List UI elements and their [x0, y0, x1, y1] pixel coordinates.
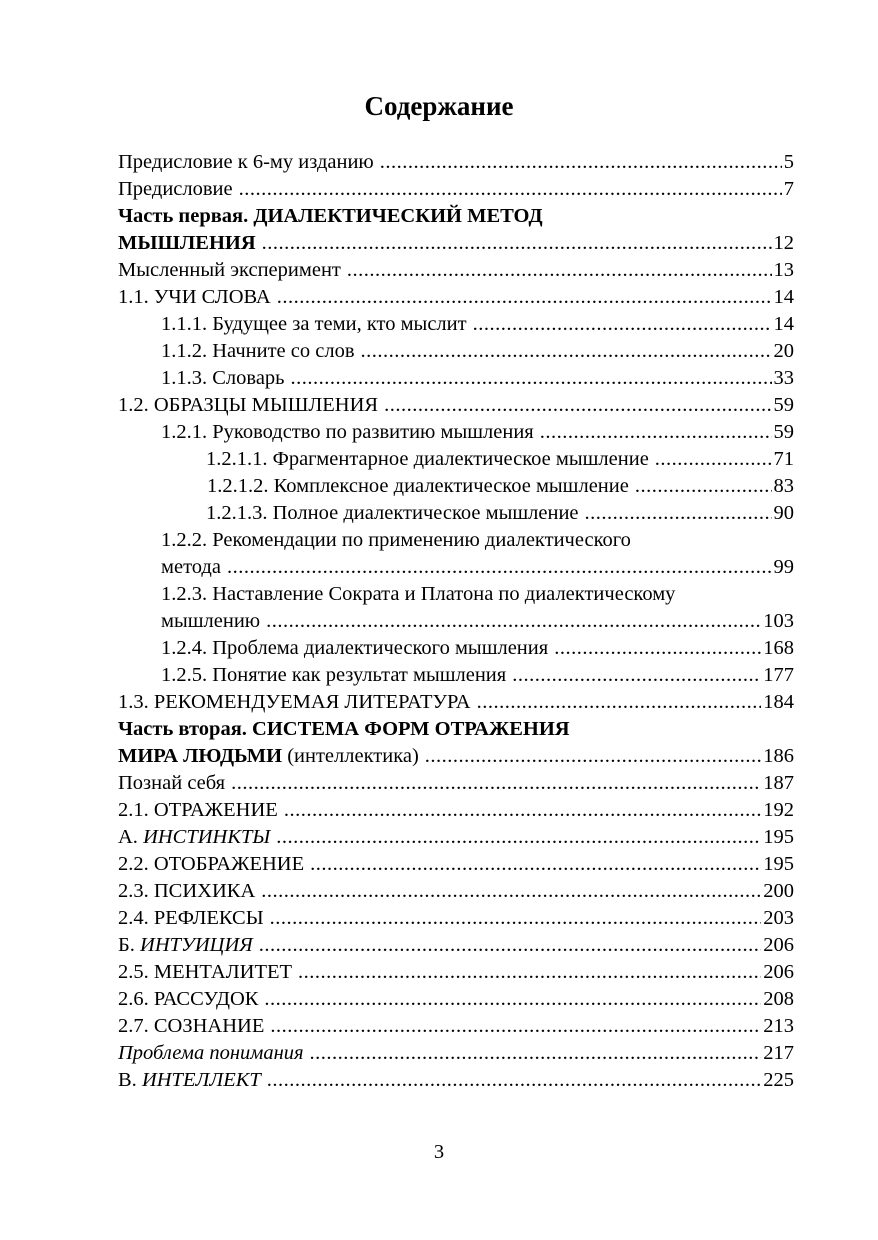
dot-leader	[655, 446, 772, 473]
dot-leader	[270, 905, 762, 932]
toc-entry-page: 83	[773, 475, 794, 497]
toc-entry-page: 14	[773, 286, 794, 308]
dot-leader	[425, 743, 761, 770]
toc-entry-title: Часть вторая. СИСТЕМА ФОРМ ОТРАЖЕНИЯ	[118, 718, 570, 740]
dot-leader	[512, 662, 761, 689]
toc-entry-title-rest: (интеллектика)	[282, 745, 419, 767]
toc-entry-title: метода	[161, 556, 221, 578]
toc-entry[interactable]	[118, 392, 794, 419]
toc-entry-title: 1.1.2. Начните со слов	[161, 340, 355, 362]
toc-entry-page: 203	[763, 907, 794, 929]
toc-entry-title-bold: МИРА ЛЮДЬМИ	[118, 745, 283, 767]
toc-entry-title: 1.1.3. Словарь	[161, 367, 285, 389]
dot-leader	[473, 311, 772, 338]
toc-entry[interactable]	[118, 419, 794, 446]
toc-entry[interactable]	[118, 959, 794, 986]
dot-leader	[227, 554, 772, 581]
toc-entry-page: 168	[763, 637, 794, 659]
toc-entry-title: 1.1. УЧИ СЛОВА	[118, 286, 271, 308]
toc-entry-title	[118, 743, 419, 770]
toc-entry[interactable]	[118, 689, 794, 716]
toc-entry[interactable]	[118, 176, 794, 203]
dot-leader	[270, 1013, 761, 1040]
toc-entry[interactable]	[118, 1067, 794, 1094]
toc-entry[interactable]	[118, 338, 794, 365]
dot-leader	[277, 284, 772, 311]
dot-leader	[380, 149, 782, 176]
toc-entry-title: Часть первая. ДИАЛЕКТИЧЕСКИЙ МЕТОД	[118, 205, 543, 227]
toc-entry-title: мышлению	[161, 610, 261, 632]
toc-entry-title: 1.2.1.2. Комплексное диалектическое мышление	[207, 475, 629, 497]
toc-entry-title: Мысленный эксперимент	[118, 259, 341, 281]
toc-entry[interactable]	[118, 446, 794, 473]
toc-entry-page: 103	[763, 610, 794, 632]
dot-leader	[310, 1040, 762, 1067]
toc-entry-prefix: А.	[118, 826, 144, 848]
toc-entry-page: 177	[763, 664, 794, 686]
toc-entry-page: 12	[773, 232, 794, 254]
toc-entry-page: 59	[773, 421, 794, 443]
toc-entry[interactable]	[118, 257, 794, 284]
dot-leader	[291, 365, 772, 392]
toc-entry-title: 1.3. РЕКОМЕНДУЕМАЯ ЛИТЕРАТУРА	[118, 691, 471, 713]
toc-entry-page: 20	[773, 340, 794, 362]
toc-entry-title: 1.2.4. Проблема диалектического мышления	[161, 637, 549, 659]
toc-entry-page: 59	[773, 394, 794, 416]
dot-leader	[585, 500, 772, 527]
toc-entry-title: 2.1. ОТРАЖЕНИЕ	[118, 799, 278, 821]
toc-entry-page: 186	[763, 745, 794, 767]
toc-entry[interactable]	[118, 986, 794, 1013]
toc-part-heading[interactable]	[118, 203, 794, 230]
toc-entry-title: 1.2.1.3. Полное диалектическое мышление	[206, 502, 579, 524]
toc-entry[interactable]	[118, 932, 794, 959]
toc-entry-title: Предисловие к 6-му изданию	[118, 151, 374, 173]
dot-leader	[261, 878, 761, 905]
toc-entry-title: 2.6. РАССУДОК	[118, 988, 259, 1010]
dot-leader	[384, 392, 771, 419]
toc-entry[interactable]	[118, 743, 794, 770]
toc-entry-title: Предисловие	[118, 178, 233, 200]
toc-entry-page: 206	[763, 961, 794, 983]
toc-entry-page: 184	[763, 691, 794, 713]
toc-entry[interactable]	[118, 149, 794, 176]
toc-entry-page: 5	[783, 151, 794, 173]
dot-leader	[298, 959, 761, 986]
toc-entry[interactable]	[118, 311, 794, 338]
toc-entry-title: 2.7. СОЗНАНИЕ	[118, 1015, 265, 1037]
dot-leader	[540, 419, 772, 446]
toc-entry[interactable]	[118, 1040, 794, 1067]
toc-entry-page: 14	[773, 313, 794, 335]
dot-leader	[264, 986, 761, 1013]
toc-entry-title: 1.2.1.1. Фрагментарное диалектическое мышление	[206, 448, 649, 470]
dot-leader	[259, 932, 762, 959]
toc-entry[interactable]	[118, 608, 794, 635]
page-number: 3	[433, 1141, 445, 1163]
dot-leader	[477, 689, 762, 716]
toc-entry[interactable]	[118, 284, 794, 311]
toc-entry-page: 195	[763, 853, 794, 875]
dot-leader	[276, 824, 761, 851]
toc-entry[interactable]	[118, 230, 794, 257]
toc-entry-title	[118, 1067, 261, 1094]
toc-entry-title-italic: ИНТЕЛЛЕКТ	[141, 1069, 261, 1091]
toc-entry-title: 2.2. ОТОБРАЖЕНИЕ	[118, 853, 305, 875]
toc-entry-title: 1.2.1. Руководство по развитию мышления	[161, 421, 534, 443]
toc-entry[interactable]	[118, 581, 794, 608]
toc-entry-title: 1.1.1. Будущее за теми, кто мыслит	[161, 313, 467, 335]
toc-entry-title-italic: ИНСТИНКТЫ	[143, 826, 271, 848]
toc-entry-title: МЫШЛЕНИЯ	[118, 232, 256, 254]
toc-entry-page: 13	[773, 259, 794, 281]
dot-leader	[231, 770, 761, 797]
toc-entry-title: 1.2. ОБРАЗЦЫ МЫШЛЕНИЯ	[118, 394, 379, 416]
toc-entry-page: 192	[763, 799, 794, 821]
toc-entry[interactable]	[118, 527, 794, 554]
toc-entry-page: 90	[773, 502, 794, 524]
dot-leader	[310, 851, 761, 878]
toc-entry-title: 2.5. МЕНТАЛИТЕТ	[118, 961, 293, 983]
table-of-contents	[118, 149, 794, 1094]
toc-entry[interactable]	[118, 824, 794, 851]
toc-entry[interactable]	[118, 473, 794, 500]
toc-entry[interactable]	[118, 662, 794, 689]
toc-entry-page: 33	[773, 367, 794, 389]
toc-entry[interactable]	[118, 1013, 794, 1040]
toc-entry[interactable]	[118, 770, 794, 797]
dot-leader	[554, 635, 761, 662]
dot-leader	[347, 257, 772, 284]
toc-entry[interactable]	[118, 905, 794, 932]
toc-entry-page: 217	[763, 1042, 794, 1064]
toc-entry-page: 71	[773, 448, 794, 470]
toc-entry[interactable]	[118, 554, 794, 581]
toc-entry[interactable]	[118, 365, 794, 392]
dot-leader	[284, 797, 761, 824]
toc-entry-page: 99	[773, 556, 794, 578]
dot-leader	[239, 176, 782, 203]
toc-entry-page: 225	[763, 1069, 794, 1091]
toc-entry[interactable]	[118, 500, 794, 527]
toc-entry[interactable]	[118, 797, 794, 824]
toc-entry-prefix: В.	[118, 1069, 142, 1091]
toc-entry-title: 1.2.2. Рекомендации по применению диалектического	[161, 529, 631, 551]
page-title: Содержание	[364, 91, 514, 121]
toc-entry-page: 206	[763, 934, 794, 956]
dot-leader	[262, 230, 772, 257]
dot-leader	[361, 338, 772, 365]
toc-entry-page: 7	[783, 178, 794, 200]
toc-entry-title-italic: ИНТУИЦИЯ	[140, 934, 253, 956]
toc-entry-page: 213	[763, 1015, 794, 1037]
toc-entry-page: 200	[763, 880, 794, 902]
toc-entry-title: 1.2.3. Наставление Сократа и Платона по диалектическому	[161, 583, 676, 605]
toc-entry-title: 2.3. ПСИХИКА	[118, 880, 256, 902]
dot-leader	[266, 608, 761, 635]
toc-entry-title	[118, 824, 270, 851]
dot-leader	[635, 473, 772, 500]
toc-entry[interactable]	[118, 851, 794, 878]
toc-entry[interactable]	[118, 635, 794, 662]
toc-part-heading[interactable]	[118, 716, 794, 743]
toc-entry-page: 187	[763, 772, 794, 794]
toc-entry-title: 1.2.5. Понятие как результат мышления	[161, 664, 507, 686]
toc-entry-title: Познай себя	[118, 772, 226, 794]
toc-entry[interactable]	[118, 878, 794, 905]
toc-entry-page: 208	[763, 988, 794, 1010]
toc-entry-title: 2.4. РЕФЛЕКСЫ	[118, 907, 264, 929]
toc-entry-title: Проблема понимания	[118, 1042, 304, 1064]
toc-entry-prefix: Б.	[118, 934, 141, 956]
toc-entry-page: 195	[763, 826, 794, 848]
dot-leader	[267, 1067, 761, 1094]
toc-entry-title	[118, 932, 253, 959]
